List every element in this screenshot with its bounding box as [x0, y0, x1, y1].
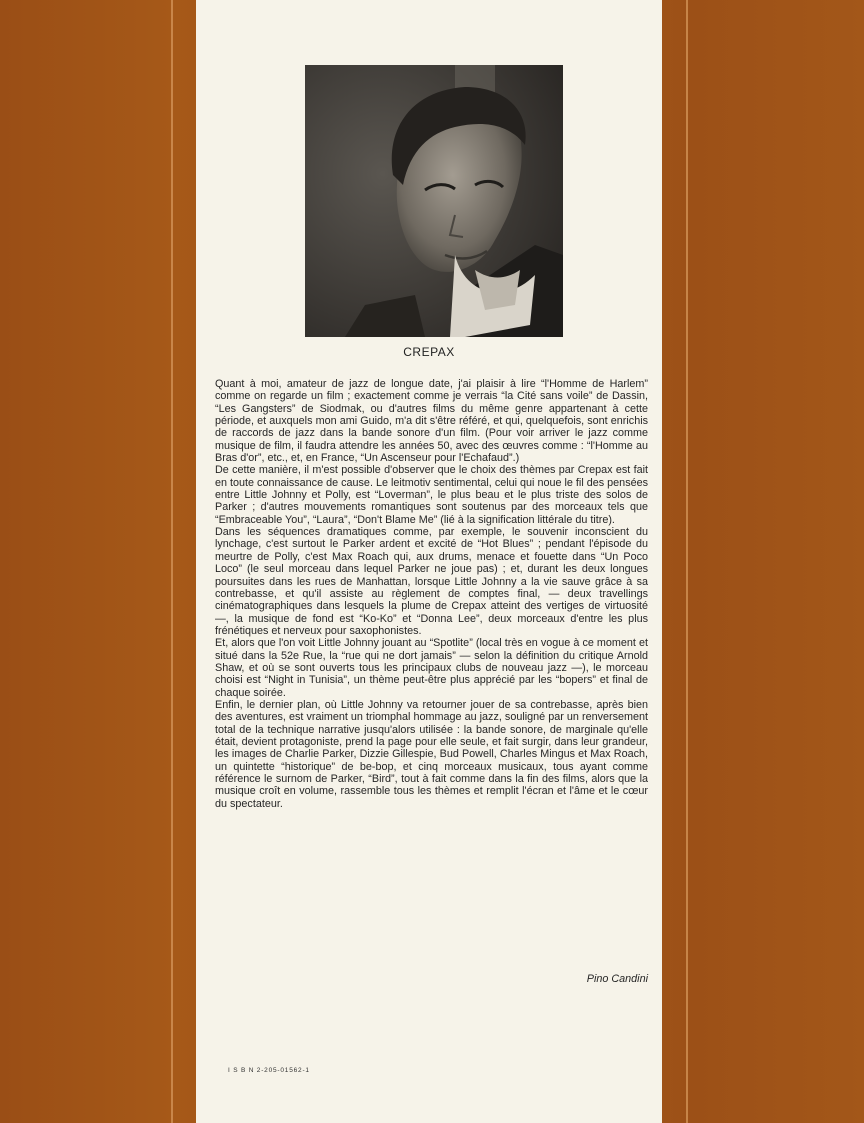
paragraph: Dans les séquences dramatiques comme, par exemple, le souvenir inconscient du lynchage, c'est surtout le Parker ardent et excité de “Hot Blues” ; pendant l'épisode du meurtre de Polly, c'est Max Roach qui, aux drums, menace et fouette dans “Un Poco Loco” (le seul morceau dans lequel Parker ne joue pas) ; et, durant les deux longues poursuites dans les rues de Manhattan, lorsque Little Johnny a la vie sauve grâce à sa contrebasse, et qu'il assiste au règlement de comptes final, — deux travellings cinématographiques dans lesquels la plume de Crepax atteint des vertiges de virtuosité —, la musique de fond est “Ko-Ko” et “Donna Lee”, deux morceaux d'entre les plus frénétiques et nerveux pour saxophonistes. [215, 526, 648, 637]
paragraph: Enfin, le dernier plan, où Little Johnny va retourner jouer de sa contrebasse, après bien des aventures, est vraiment un triomphal hommage au jazz, souligné par un renversement total de la technique narrative jusqu'alors utilisée : la bande sonore, de marginale qu'elle était, devient protagoniste, prend la page pour elle seule, et fait surgir, dans leur grandeur, les images de Charlie Parker, Dizzie Gillespie, Bud Powell, Charles Mingus et Max Roach, un quintette “historique” de be-bop, et cinq morceaux musicaux, tous ayant comme référence le surnom de Parker, “Bird”, tout à fait comme dans la fin des films, alors que la musique croît en volume, rassemble tous les thèmes et remplit l'écran et l'âme et le cœur du spectateur. [215, 698, 648, 810]
photo-caption: CREPAX [403, 345, 455, 359]
author-photo [305, 65, 563, 337]
text-column [196, 0, 662, 1123]
paragraph: Et, alors que l'on voit Little Johnny jouant au “Spotlite” (local très en vogue à ce moment et situé dans la 52e Rue, la “rue qui ne dort jamais” — selon la définition du critique Arnold Shaw, et où se sont ouverts tous les principaux clubs de nouveau jazz —), le morceau choisi est “Night in Tunisia”, un thème peut-être plus apprécié par les “bopers” et final de chaque soirée. [215, 637, 648, 699]
portrait-image [305, 65, 563, 337]
paragraph: De cette manière, il m'est possible d'observer que le choix des thèmes par Crepax est fait en toute connaissance de cause. Le leitmotiv sentimental, celui qui noue le fil des pensées entre Little Johnny et Polly, est “Loverman”, le plus beau et le plus triste des solos de Parker ; d'autres mouvements romantiques sont soutenus par des morceaux tels que “Embraceable You”, “Laura”, “Don't Blame Me” (lié à la signification littérale du titre). [215, 464, 648, 526]
article-body [215, 378, 648, 810]
right-page-edge [686, 0, 688, 1123]
paragraph: Quant à moi, amateur de jazz de longue date, j'ai plaisir à lire “l'Homme de Harlem” comme on regarde un film ; exactement comme je verrais “la Cité sans voile” de Dassin, “Les Gangsters” de Siodmak, ou d'autres films du même genre appartenant à cette période, et auxquels mon ami Guido, m'a dit s'être référé, et qui, quelquefois, sont enrichis de raccords de jazz dans la bande sonore d'un film. (Pour voir arriver le jazz comme musique de film, il faudra attendre les années 50, avec des œuvres comme : “l'Homme au Bras d'or”, etc., et, en France, “Un Ascenseur pour l'Echafaud”.) [215, 378, 648, 465]
author-signature: Pino Candini [586, 973, 648, 985]
left-page-edge [171, 0, 173, 1123]
isbn-number: I S B N 2-205-01562-1 [228, 1067, 310, 1074]
